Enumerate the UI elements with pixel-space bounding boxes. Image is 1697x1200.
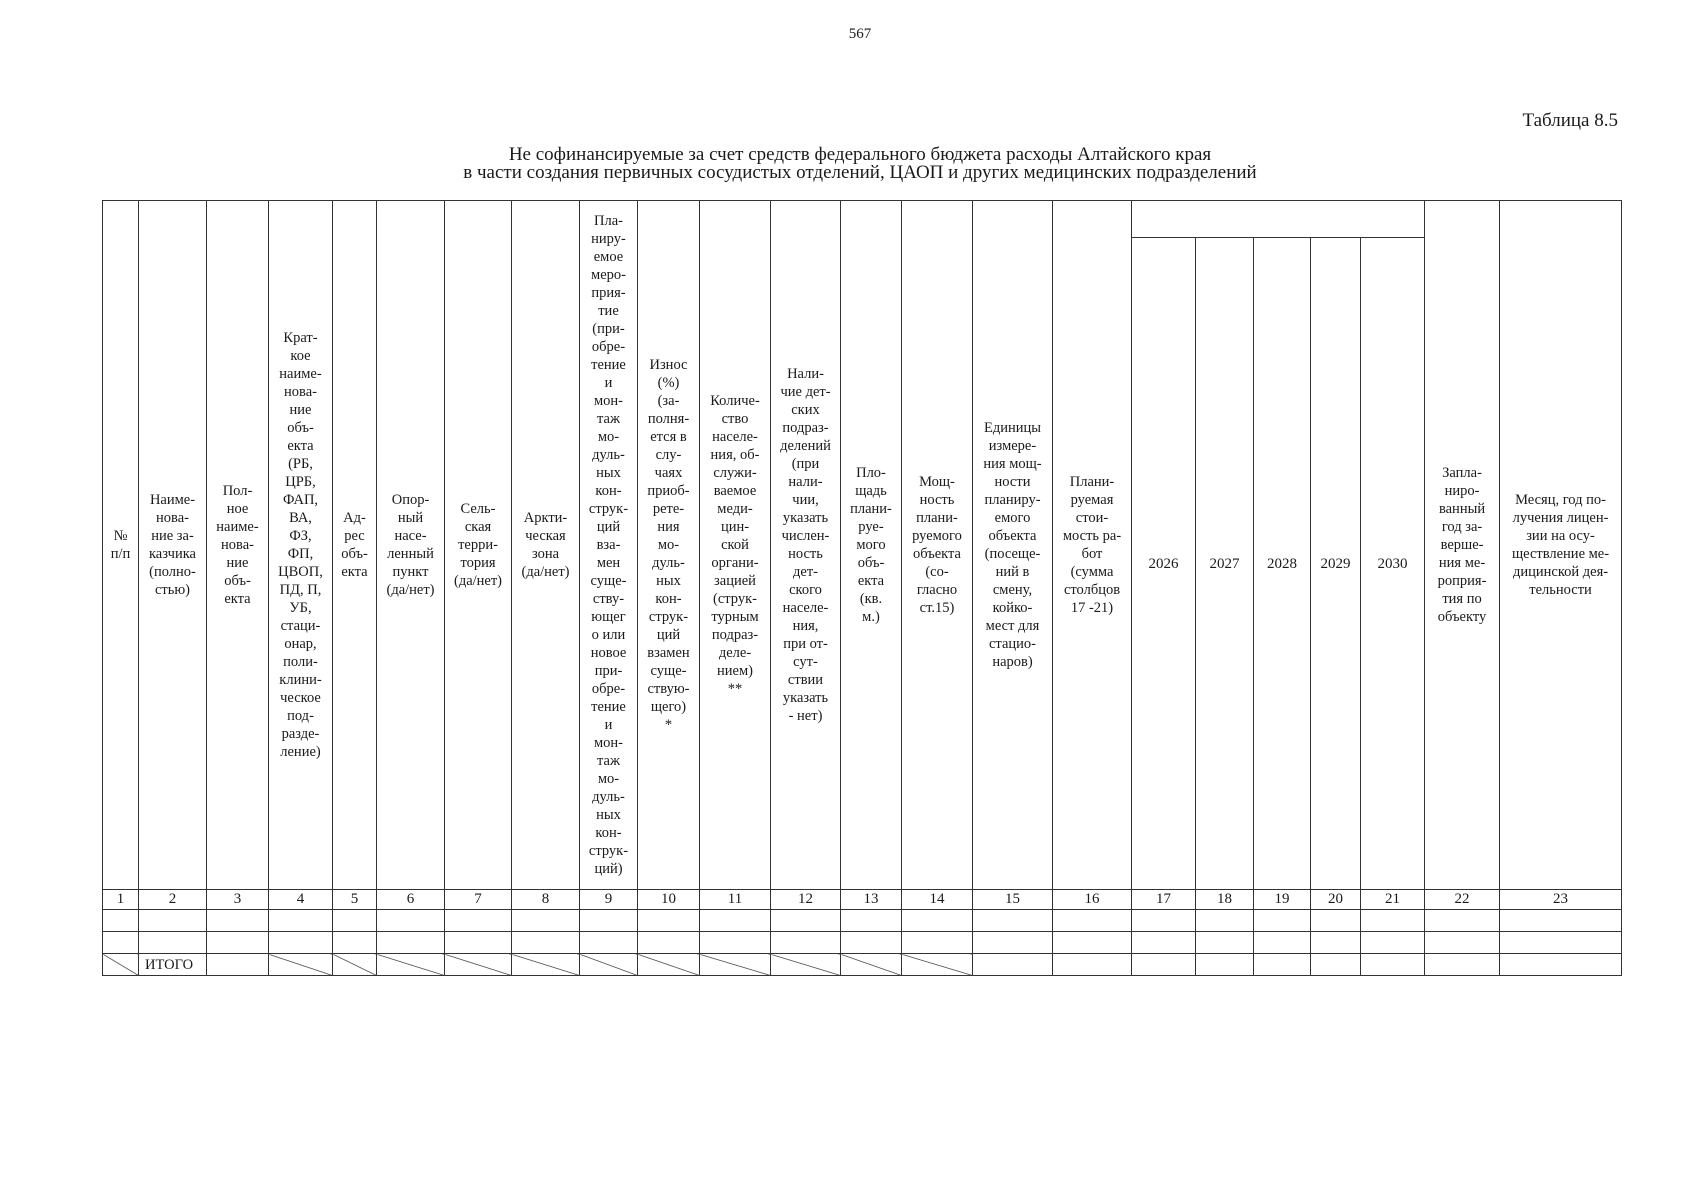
table-cell	[580, 910, 638, 932]
table-cell	[512, 910, 580, 932]
table-cell	[1254, 932, 1311, 954]
column-number: 23	[1500, 890, 1622, 910]
table-cell	[700, 932, 771, 954]
table-cell	[103, 910, 139, 932]
hatched-cell	[333, 954, 377, 976]
table-cell	[139, 932, 207, 954]
hatched-cell	[638, 954, 700, 976]
table-cell	[1254, 910, 1311, 932]
document-title	[0, 146, 1697, 182]
column-number: 15	[973, 890, 1053, 910]
expenses-table	[102, 200, 1622, 976]
column-number: 10	[638, 890, 700, 910]
table-cell	[1361, 932, 1425, 954]
column-number-row	[103, 890, 1622, 910]
header-cell: Пла- ниру- емое меро- прия- тие (при- обре- тение и мон- таж мо- дуль- ных кон- струк- ций вза- мен суще- ству- ющег о или новое при- обре- тение и мон- таж мо- дуль- ных кон- струк- ций)	[580, 201, 638, 890]
header-cell: Единицы измере- ния мощ- ности планиру- емого объекта (посеще- ний в смену, койко- мест для стацио- наров)	[973, 201, 1053, 890]
table-cell	[1132, 954, 1196, 976]
table-cell	[638, 910, 700, 932]
table-cell	[1196, 954, 1254, 976]
table-cell	[269, 910, 333, 932]
column-number: 2	[139, 890, 207, 910]
year-header-2030: 2030	[1361, 238, 1425, 890]
hatched-cell	[512, 954, 580, 976]
column-number: 21	[1361, 890, 1425, 910]
title-line-2: в части создания первичных сосудистых отделений, ЦАОП и других медицинских подразделений	[463, 162, 1257, 183]
years-group-header	[1132, 201, 1425, 238]
column-number: 20	[1311, 890, 1361, 910]
column-number: 5	[333, 890, 377, 910]
table-cell	[1254, 954, 1311, 976]
column-number: 1	[103, 890, 139, 910]
table-cell	[512, 932, 580, 954]
table-cell	[1132, 910, 1196, 932]
hatched-cell	[700, 954, 771, 976]
header-row-top	[103, 201, 1622, 238]
hatched-cell	[771, 954, 841, 976]
header-cell: Пол- ное наиме- нова- ние объ- екта	[207, 201, 269, 890]
hatched-cell	[902, 954, 973, 976]
table-cell	[973, 910, 1053, 932]
hatched-cell	[377, 954, 445, 976]
header-cell: Пло- щадь плани- руе- мого объ- екта (кв. м.)	[841, 201, 902, 890]
column-number: 11	[700, 890, 771, 910]
table-cell	[207, 954, 269, 976]
table-cell	[1425, 910, 1500, 932]
header-cell: Ад- рес объ- екта	[333, 201, 377, 890]
table-cell	[638, 932, 700, 954]
table-cell	[445, 932, 512, 954]
table-cell	[973, 932, 1053, 954]
table-cell	[902, 910, 973, 932]
year-header-2026: 2026	[1132, 238, 1196, 890]
hatched-cell	[445, 954, 512, 976]
table-cell	[1361, 910, 1425, 932]
header-cell: Сель- ская терри- тория (да/нет)	[445, 201, 512, 890]
hatched-cell	[841, 954, 902, 976]
table-cell	[1361, 954, 1425, 976]
table-cell	[771, 910, 841, 932]
table-cell	[841, 910, 902, 932]
column-number: 12	[771, 890, 841, 910]
column-number: 18	[1196, 890, 1254, 910]
table-cell	[377, 932, 445, 954]
table-label: Таблица 8.5	[1522, 110, 1618, 131]
table-cell	[1311, 932, 1361, 954]
table-cell	[771, 932, 841, 954]
table-cell	[1500, 932, 1622, 954]
column-number: 13	[841, 890, 902, 910]
table-cell	[902, 932, 973, 954]
title-line-1: Не софинансируемые за счет средств федерального бюджета расходы Алтайского края	[508, 144, 1212, 165]
table-cell	[1425, 932, 1500, 954]
header-cell: Опор- ный насе- ленный пункт (да/нет)	[377, 201, 445, 890]
hatched-cell	[103, 954, 139, 976]
header-cell: Износ (%) (за- полня- ется в слу- чаях приоб- рете- ния мо- дуль- ных кон- струк- ций взамен суще- ствую- щего) *	[638, 201, 700, 890]
table-cell	[103, 932, 139, 954]
table-cell	[580, 932, 638, 954]
table-row	[103, 932, 1622, 954]
header-cell: Количе- ство населе- ния, об- служи- ваемое меди- цин- ской органи- зацией (струк- турным подраз- деле- нием) **	[700, 201, 771, 890]
table-cell	[139, 910, 207, 932]
table-cell	[377, 910, 445, 932]
hatched-cell	[269, 954, 333, 976]
page-number: 567	[848, 26, 872, 42]
table-cell	[333, 932, 377, 954]
year-header-2028: 2028	[1254, 238, 1311, 890]
table-cell	[1425, 954, 1500, 976]
table-cell	[445, 910, 512, 932]
header-cell: Аркти- ческая зона (да/нет)	[512, 201, 580, 890]
table-cell	[1132, 932, 1196, 954]
header-cell: Плани- руемая стои- мость ра- бот (сумма столбцов 17 -21)	[1053, 201, 1132, 890]
header-cell: Месяц, год по- лучения лицен- зии на осу- ществление ме- дицинской дея- тельности	[1500, 201, 1622, 890]
column-number: 8	[512, 890, 580, 910]
header-cell: Крат- кое наиме- нова- ние объ- екта (РБ, ЦРБ, ФАП, ВА, ФЗ, ФП, ЦВОП, ПД, П, УБ, стаци- онар, поли- клини- ческое под- разде- ление)	[269, 201, 333, 890]
table-cell	[207, 910, 269, 932]
column-number: 14	[902, 890, 973, 910]
table-row	[103, 910, 1622, 932]
year-header-2029: 2029	[1311, 238, 1361, 890]
header-cell: Наиме- нова- ние за- казчика (полно- стью)	[139, 201, 207, 890]
column-number: 6	[377, 890, 445, 910]
header-cell: Нали- чие дет- ских подраз- делений (при нали- чии, указать числен- ность дет- ского населе- ния, при от- сут- ствии указать - нет)	[771, 201, 841, 890]
table-cell	[333, 910, 377, 932]
table-cell	[1053, 910, 1132, 932]
table-cell	[973, 954, 1053, 976]
header-cell: № п/п	[103, 201, 139, 890]
header-cell: Запла- ниро- ванный год за- верше- ния ме- роприя- тия по объекту	[1425, 201, 1500, 890]
column-number: 9	[580, 890, 638, 910]
table-cell	[1053, 954, 1132, 976]
hatched-cell	[580, 954, 638, 976]
table-cell	[207, 932, 269, 954]
table-cell	[1500, 910, 1622, 932]
year-header-2027: 2027	[1196, 238, 1254, 890]
total-label: ИТОГО	[139, 954, 207, 976]
table-cell	[1500, 954, 1622, 976]
header-cell: Мощ- ность плани- руемого объекта (со- гласно ст.15)	[902, 201, 973, 890]
table-cell	[1053, 932, 1132, 954]
column-number: 16	[1053, 890, 1132, 910]
table-cell	[841, 932, 902, 954]
table-cell	[269, 932, 333, 954]
column-number: 19	[1254, 890, 1311, 910]
table-cell	[1196, 932, 1254, 954]
table-cell	[1196, 910, 1254, 932]
total-row	[103, 954, 1622, 976]
table-cell	[700, 910, 771, 932]
table-cell	[1311, 954, 1361, 976]
column-number: 7	[445, 890, 512, 910]
column-number: 3	[207, 890, 269, 910]
column-number: 4	[269, 890, 333, 910]
column-number: 22	[1425, 890, 1500, 910]
table-cell	[1311, 910, 1361, 932]
column-number: 17	[1132, 890, 1196, 910]
